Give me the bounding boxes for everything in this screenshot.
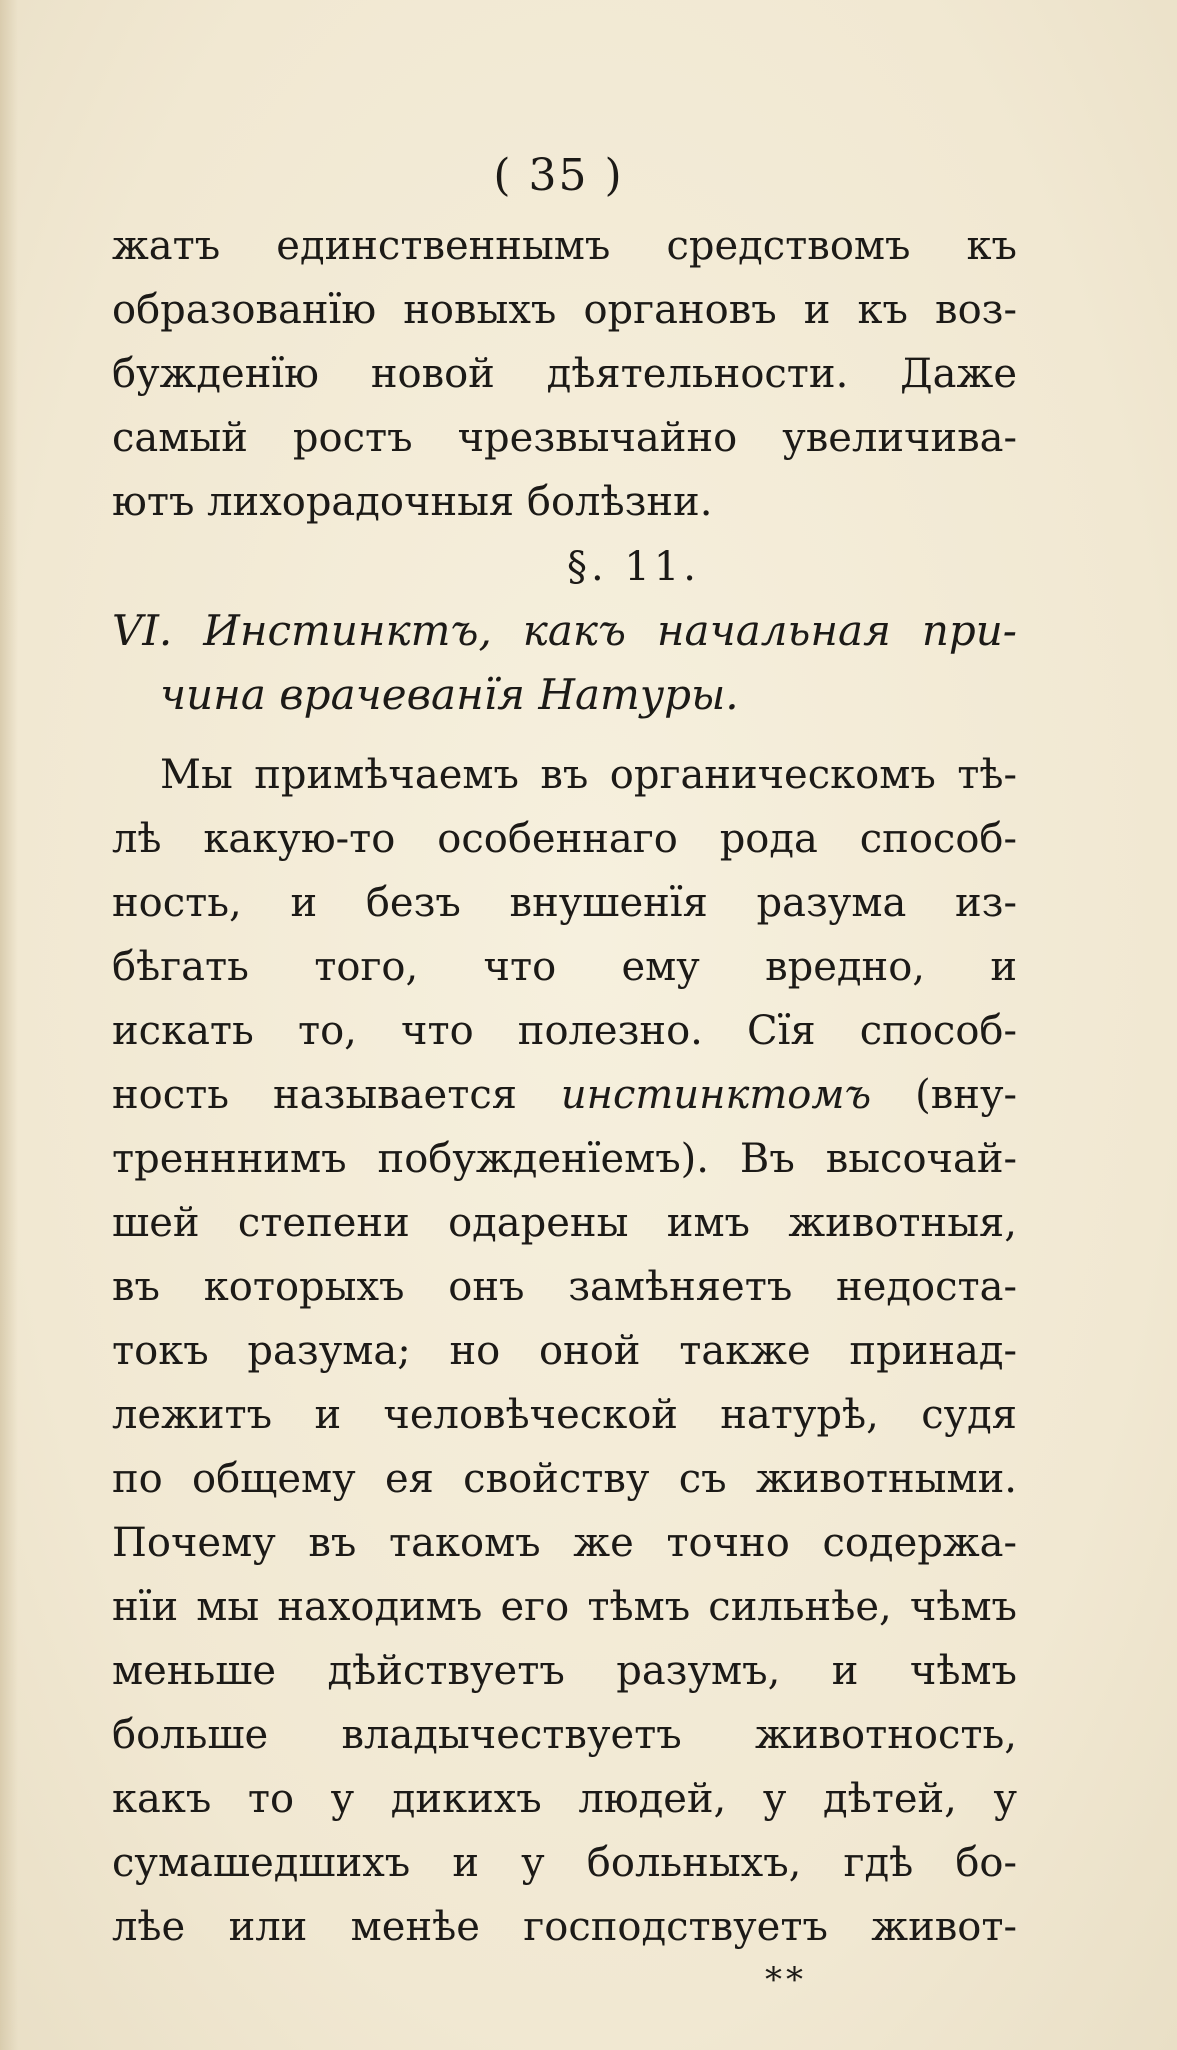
text-line: шей степени одарены имъ животныя, — [112, 1200, 1017, 1246]
text-line: ютъ лихорадочныя болѣзни. — [112, 479, 713, 525]
section-number: §. 11. — [566, 544, 701, 590]
paragraph-first-line: Мы примѣчаемъ въ органическомъ тѣ- — [160, 752, 1017, 798]
page-edge-shadow — [0, 0, 18, 2050]
text-line: какъ то у дикихъ людей, у дѣтей, у — [112, 1776, 1017, 1822]
page-number: ( 35 ) — [493, 150, 624, 201]
emphasized-term: инстинктомъ — [560, 1072, 872, 1118]
text-fragment: ность называется — [112, 1072, 517, 1118]
text-line: нїи мы находимъ его тѣмъ сильнѣе, чѣмъ — [112, 1584, 1017, 1630]
text-line-with-emphasis — [112, 1063, 1017, 1127]
text-line: жатъ единственнымъ средствомъ къ — [112, 223, 1017, 269]
text-line: бѣгать того, что ему вредно, и — [112, 944, 1017, 990]
text-fragment: (вну- — [915, 1072, 1017, 1118]
text-line: самый ростъ чрезвычайно увеличива- — [112, 415, 1017, 461]
text-line: бужденїю новой дѣятельности. Даже — [112, 351, 1017, 397]
section-heading: VI. Инстинктъ, какъ начальная при- — [112, 606, 1017, 655]
section-heading-continued: чина врачеванїя Натуры. — [160, 670, 739, 719]
text-line: токъ разума; но оной также принад- — [112, 1328, 1017, 1374]
text-line: лѣ какую-то особеннаго рода способ- — [112, 816, 1017, 862]
text-line: Почему въ такомъ же точно содержа- — [112, 1520, 1017, 1566]
text-line: по общему ея свойству съ животными. — [112, 1456, 1017, 1502]
text-line: искать то, что полезно. Сїя способ- — [112, 1008, 1017, 1054]
text-line: лежитъ и человѣческой натурѣ, судя — [112, 1392, 1017, 1438]
text-line: лѣе или менѣе господствуетъ живот- — [112, 1904, 1017, 1950]
text-line: ность, и безъ внушенїя разума из- — [112, 880, 1017, 926]
signature-mark: ** — [765, 1960, 807, 2000]
text-line: меньше дѣйствуетъ разумъ, и чѣмъ — [112, 1648, 1017, 1694]
text-line: образованїю новыхъ органовъ и къ воз- — [112, 287, 1017, 333]
text-line: тренннимъ побужденїемъ). Въ высочай- — [112, 1136, 1017, 1182]
text-line: больше владычествуетъ животность, — [112, 1712, 1017, 1758]
text-line: сумашедшихъ и у больныхъ, гдѣ бо- — [112, 1840, 1017, 1886]
text-line: въ которыхъ онъ замѣняетъ недоста- — [112, 1264, 1017, 1310]
